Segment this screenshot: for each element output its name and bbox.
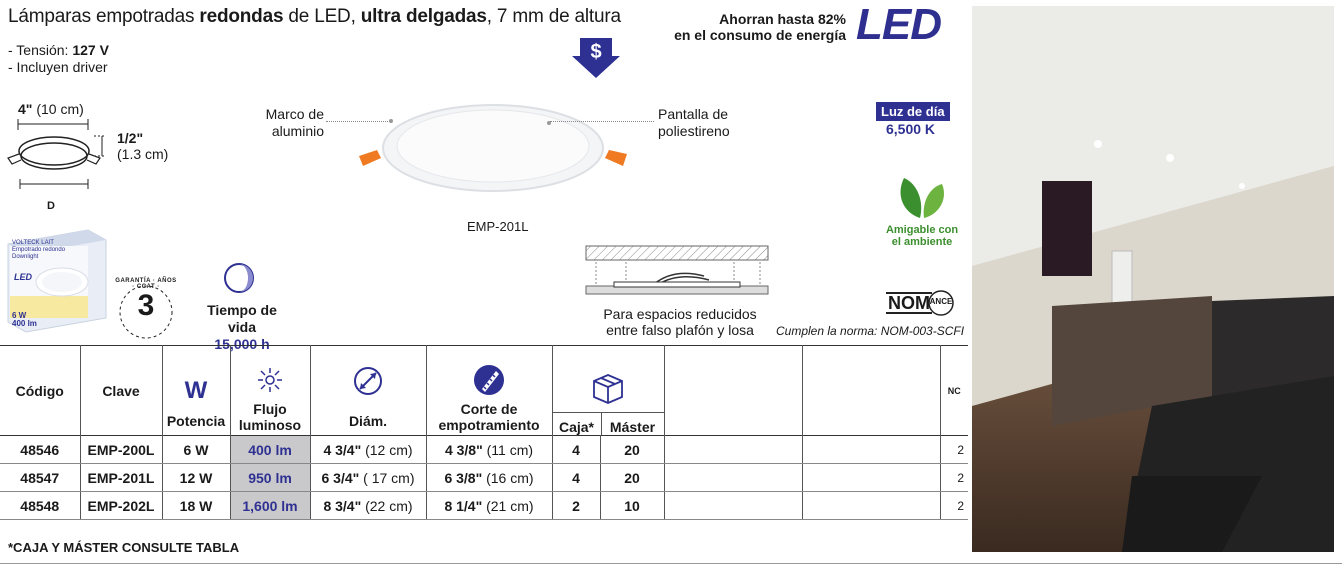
clock-moon-icon xyxy=(223,262,255,294)
led-logo: LED xyxy=(856,0,941,49)
norm-text: Cumplen la norma: NOM-003-SCFI xyxy=(776,324,965,338)
header-diam: Diám. xyxy=(310,346,426,436)
dimension-diagram-icon xyxy=(2,114,114,206)
install-callout: Para espacios reducidos entre falso plafón y losa xyxy=(603,306,757,338)
box-icon xyxy=(591,372,625,406)
diameter-label: D xyxy=(47,200,55,212)
room-photo-image xyxy=(972,6,1334,552)
nom-logo: NOM xyxy=(888,293,930,313)
screen-leader-line xyxy=(550,121,654,122)
table-row: 48546 EMP-200L 6 W 400 lm 4 3/4" (12 cm) 4 3/8" (11 cm) 4 20 2 xyxy=(0,436,968,464)
page-title: Lámparas empotradas redondas de LED, ultra delgadas, 7 mm de altura xyxy=(8,6,621,27)
led-panel-image xyxy=(355,96,635,196)
height-dimension: 1/2" (1.3 cm) xyxy=(117,130,169,162)
header-caja: Caja* xyxy=(558,419,595,435)
kelvin-value: 6,500 K xyxy=(886,121,936,137)
savings-text: Ahorran hasta 82% en el consumo de energía xyxy=(674,11,846,43)
eco-text: Amigable con el ambiente xyxy=(885,224,959,248)
room-photo xyxy=(972,6,1334,552)
table-header-row xyxy=(0,346,968,436)
header-empty-1 xyxy=(664,346,802,436)
box-brand: VOLTECK LAIT Empotrado redondo Downlight xyxy=(12,240,66,260)
ance-text: ANCE xyxy=(929,297,953,306)
model-label: EMP-201L xyxy=(467,219,529,234)
header-codigo: Código xyxy=(15,382,64,399)
header-clave: Clave xyxy=(80,346,162,436)
sun-icon xyxy=(257,367,283,393)
warranty-ring-text: GARANTÍA · AÑOS · CCAT · xyxy=(115,278,177,290)
bottom-divider xyxy=(0,563,1342,564)
installation-diagram-icon xyxy=(584,244,770,300)
daylight-badge: Luz de día xyxy=(876,102,950,121)
table-row: 48547 EMP-201L 12 W 950 lm 6 3/4" ( 17 cm) 6 3/8" (16 cm) 4 20 2 xyxy=(0,464,968,492)
watt-icon: W xyxy=(184,377,208,404)
header-potencia: W Potencia xyxy=(162,346,230,436)
voltage-spec: - Tensión: 127 V xyxy=(8,42,109,58)
header-empty-2 xyxy=(802,346,940,436)
footnote: *CAJA Y MÁSTER CONSULTE TABLA xyxy=(8,540,240,555)
box-specs: 6 W 400 lm xyxy=(12,311,37,328)
dollar-icon: $ xyxy=(590,41,602,63)
frame-callout: Marco de aluminio xyxy=(265,106,324,139)
header-corte: Corte de empotramiento xyxy=(426,346,552,436)
header-master: Máster xyxy=(601,413,664,435)
header-flujo: Flujo luminoso xyxy=(230,346,310,436)
width-dimension: 4" (10 cm) xyxy=(18,101,84,117)
driver-spec: - Incluyen driver xyxy=(8,59,108,75)
warranty-years: 3 xyxy=(137,289,155,322)
header-nc: NC xyxy=(940,346,968,436)
table-row: 48548 EMP-202L 18 W 1,600 lm 8 3/4" (22 cm) 8 1/4" (21 cm) 2 10 2 xyxy=(0,492,968,520)
box-led: LED xyxy=(14,272,32,282)
diameter-icon xyxy=(352,365,384,397)
screen-callout: Pantalla de poliestireno xyxy=(658,106,730,139)
saw-icon xyxy=(472,363,506,397)
eco-leaf-icon xyxy=(892,172,952,224)
life-info: Tiempo de vida 15,000 h xyxy=(207,302,277,352)
header-empaque xyxy=(552,346,664,436)
product-table xyxy=(0,345,968,520)
